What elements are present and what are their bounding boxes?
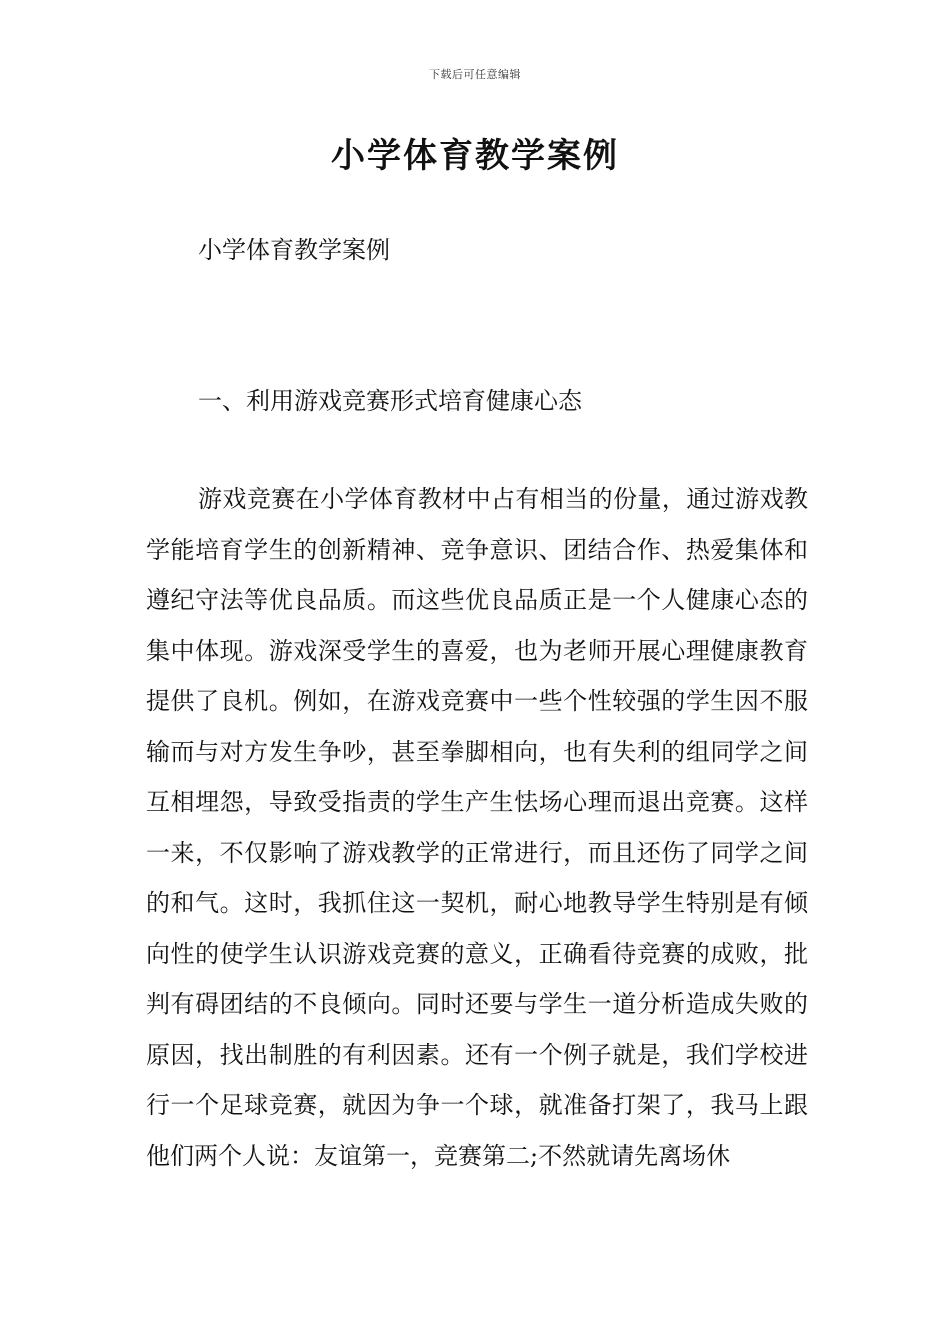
document-title: 小学体育教学案例 bbox=[331, 136, 619, 176]
body-paragraph: 游戏竞赛在小学体育教材中占有相当的份量，通过游戏教学能培育学生的创新精神、竞争意识、团结合作、热爱集体和遵纪守法等优良品质。而这些优良品质正是一个人健康心态的集中体现。游戏深受学生的喜爱，也为老师开展心理健康教育提供了良机。例如，在游戏竞赛中一些个性较强的学生因不服输而与对方发生争吵，甚至拳脚相向，也有失利的组同学之间互相埋怨，导致受指责的学生产生怯场心理而退出竞赛。这样一来，不仅影响了游戏教学的正常进行，而且还伤了同学之间的和气。这时，我抓住这一契机，耐心地教导学生特别是有倾向性的使学生认识游戏竞赛的意义，正确看待竞赛的成败，批判有碍团结的不良倾向。同时还要与学生一道分析造成失败的原因，找出制胜的有利因素。还有一个例子就是，我们学校进行一个足球竞赛，就因为争一个球，就准备打架了，我马上跟他们两个人说：友谊第一，竞赛第二;不然就请先离场休 bbox=[146, 485, 808, 1170]
header-note: 下载后可任意编辑 bbox=[429, 68, 521, 81]
document-subtitle: 小学体育教学案例 bbox=[198, 236, 390, 264]
section-heading: 一、利用游戏竞赛形式培育健康心态 bbox=[198, 387, 582, 415]
